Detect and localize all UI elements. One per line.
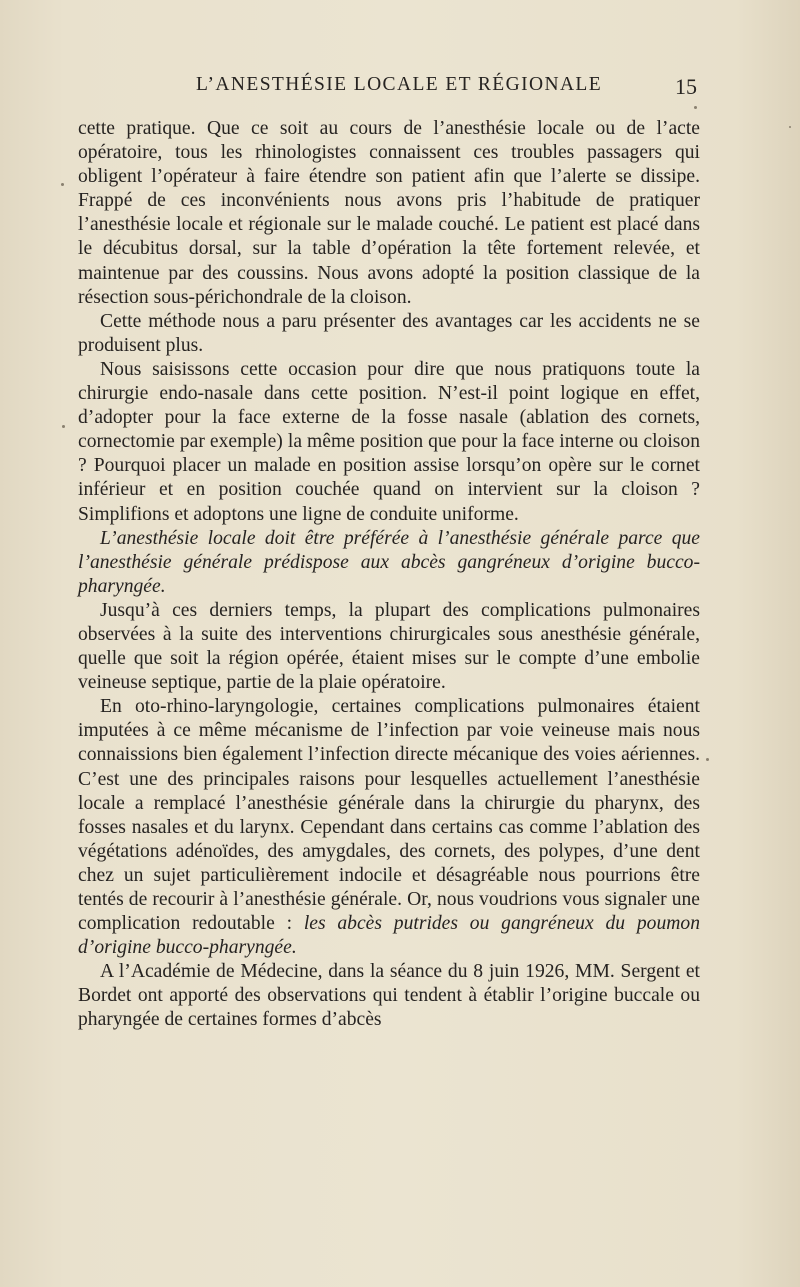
- paper-speck: [61, 183, 64, 186]
- paper-speck: [706, 758, 709, 761]
- paper-speck: [789, 126, 791, 128]
- page-number: 15: [675, 74, 697, 99]
- paragraph-6: [78, 695, 700, 960]
- running-head: [78, 74, 700, 104]
- body-text: [78, 117, 700, 1033]
- paragraph-2: Cette méthode nous a paru présenter des avantages car les accidents ne se produisent plus.: [78, 310, 700, 356]
- paragraph-1: cette pratique. Que ce soit au cours de l’anesthésie locale ou de l’acte opératoire, tous les rhinologistes connaissent ces troubles passagers qui obligent l’opérateur à faire étendre son patient afin que l’alerte se dissipe. Frappé de ces inconvénients nous avons pris l’habitude de pratiquer l’anesthésie locale et régionale sur le malade couché. Le patient est placé dans le décubitus dorsal, sur la table d’opération la tête fortement relevée, et maintenue par des coussins. Nous avons adopté la position classique de la résection sous-périchondrale de la cloison.: [78, 118, 700, 308]
- paragraph-7: A l’Académie de Médecine, dans la séance du 8 juin 1926, MM. Sergent et Bordet ont apporté des observations qui tendent à établir l’origine buccale ou pharyngée de certaines formes d’abcès: [78, 961, 700, 1031]
- running-title: L’ANESTHÉSIE LOCALE ET RÉGIONALE: [196, 74, 603, 95]
- italic-thesis: L’anesthésie locale doit être préférée à l’anesthésie générale parce que l’anesthésie générale prédispose aux abcès gangréneux d’origine bucco-pharyngée.: [78, 527, 700, 597]
- paragraph-6-italic: les abcès putrides ou gangréneux du poumon d’origine bucco-pharyngée.: [78, 913, 700, 959]
- paragraph-5: Jusqu’à ces derniers temps, la plupart des complications pulmonaires observées à la suite des interventions chirurgicales sous anesthésie générale, quelle que soit la région opérée, étaient mises sur le compte d’une embolie veineuse septique, partie de la plaie opératoire.: [78, 599, 700, 694]
- paragraph-4-italic: [78, 527, 700, 599]
- paper-speck: [694, 106, 697, 109]
- paper-speck: [62, 425, 65, 428]
- paragraph-6-text: En oto-rhino-laryngologie, certaines complications pulmonaires étaient imputées à ce même mécanisme de l’infection par voie veineuse mais nous connaissions bien également l’infection directe mécanique des voies aériennes. C’est une des principales raisons pour lesquelles actuellement l’anesthésie locale a remplacé l’anesthésie générale dans la chirurgie du pharynx, des fosses nasales et du larynx. Cependant dans certains cas comme l’ablation des végétations adénoïdes, des amygdales, des cornets, des polypes, d’une dent chez un sujet particulièrement indocile et désagréable nous pourrions être tentés de recourir à l’anesthésie générale. Or, nous voudrions vous signaler une complication redoutable :: [78, 696, 700, 935]
- paragraph-3: Nous saisissons cette occasion pour dire que nous pratiquons toute la chirurgie endo-nasale dans cette position. N’est-il point logique en effet, d’adopter pour la face externe de la fosse nasale (ablation des cornets, cornectomie par exemple) la même position que pour la face interne ou cloison ? Pourquoi placer un malade en position assise lorsqu’on opère sur le cornet inférieur et en position couchée quand on intervient sur la cloison ? Simplifions et adoptons une ligne de conduite uniforme.: [78, 358, 700, 525]
